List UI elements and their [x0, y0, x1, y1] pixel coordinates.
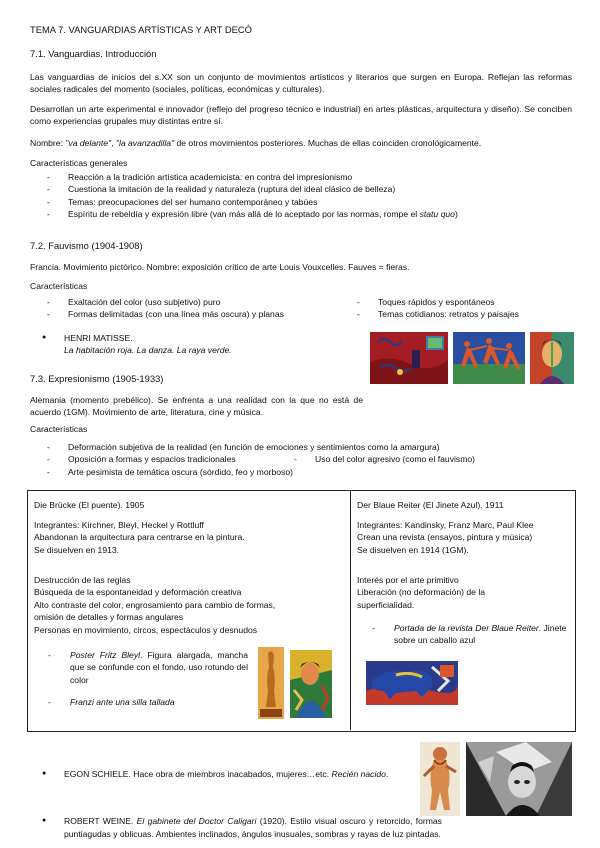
- s71-paragraph-1: Las vanguardias de inicios del s.XX son un conjunto de movimientos artísticos y literarios que surgen en Europa. Reflejan las reformas sociales radicales del momento (sociales, políticas, económicas y culturales).: [30, 72, 572, 95]
- s71-paragraph-2: Desarrollan un arte experimental e innovador (reflejo del progreso técnico e industrial) en artes plásticas, arquitectura y diseño). Se conciben como experiencias grupales muy distintas entre sí.: [30, 104, 572, 127]
- weine-bullet: ● ROBERT WEINE. El gabinete del Doctor Caligari (1920). Estilo visual oscuro y retorcido, formas puntiagudas y oblicuas. Ambientes inclinados, ángulos inusuales, sombras y rayas de luz pintadas.: [30, 815, 442, 840]
- matisse-bullet: [30, 332, 384, 357]
- list-item: - Espíritu de rebeldía y expresión libre (van más allá de lo aceptado por las normas, rompe el statu quo): [30, 208, 575, 220]
- recien-nacido-image: [420, 742, 460, 816]
- blaue-info: Integrantes: Kandinsky, Franz Marc, Paul Klee Crean una revista (ensayos, pintura y música) Se disuelven en 1914 (1GM).: [357, 520, 534, 555]
- list-item: - Temas cotidianos: retratos y paisajes: [340, 308, 580, 320]
- la-habitacion-roja-image: [370, 332, 448, 384]
- blaue-reiter-image: [366, 661, 458, 705]
- s71-caract-label: Características generales: [30, 158, 128, 168]
- bruecke-info: Integrantes: Kirchner, Bleyl, Heckel y Rottluff Abandonan la arquitectura para centrarse en la pintura. Se disuelven en 1913.: [34, 520, 245, 555]
- la-danza-image: [453, 332, 525, 384]
- list-item: - Reacción a la tradición artística academicista: en contra del impresionismo: [30, 171, 575, 183]
- s72-intro: Francia. Movimiento pictórico. Nombre: exposición crítico de arte Louis Vouxcelles. Fauves = fieras.: [30, 262, 410, 272]
- franzi-text: - Franzi ante una silla tallada: [48, 697, 175, 707]
- table-divider: [350, 491, 351, 730]
- s72-caract-label: Características: [30, 281, 88, 291]
- list-item: - Formas delimitadas (con una línea más oscura) y planas: [30, 308, 360, 320]
- s71-list: [30, 171, 575, 221]
- s73-intro: Alemania (momento prebélico). Se enfrenta a una realidad con la que no está de acuerdo (1GM). Movimiento de arte, literatura, cine y música.: [30, 395, 363, 418]
- section-72-heading: 7.2. Fauvismo (1904-1908): [30, 240, 143, 251]
- matisse-name: ● HENRI MATISSE.: [64, 333, 133, 343]
- schiele-bullet: ● EGON SCHIELE. Hace obra de miembros inacabados, mujeres…etc. Recién nacido.: [30, 768, 442, 780]
- franzi-image: [290, 650, 332, 718]
- poster-fritz-bleyl-image: [258, 647, 284, 719]
- caligari-image: [466, 742, 572, 816]
- blaue-title: Der Blaue Reiter (El Jinete Azul). 1911: [357, 500, 504, 510]
- bruecke-features: Destrucción de las reglas Búsqueda de la espontaneidad y deformación creativa Alto contraste del color, engrosamiento para cambio de formas, omisión de detalles y formas angulares Personas en movimiento, circos, espectáculos y desnudos: [34, 575, 276, 635]
- la-raya-verde-image: [530, 332, 574, 384]
- list-item: - Exaltación del color (uso subjetivo) puro: [30, 296, 360, 308]
- list-item: - Oposición a formas y espacios tradicionales - Uso del color agresivo (como el fauvismo): [30, 453, 575, 465]
- s73-caract-label: Características: [30, 424, 88, 434]
- list-item: - Arte pesimista de temática oscura (sórdido, feo y morboso): [30, 466, 575, 478]
- poster-fritz-bleyl-text: - Poster Fritz Bleyl. Figura alargada, mancha que se confunde con el fondo, uso rotundo del color: [48, 650, 248, 685]
- bruecke-title: Die Brücke (El puente). 1905: [34, 500, 145, 510]
- s73-list: [30, 441, 575, 478]
- section-71-heading: 7.1. Vanguardias. Introducción: [30, 48, 157, 59]
- s71-paragraph-3: Nombre: "va delante", "la avanzadilla" de otros movimientos posteriores. Muchas de ellas coinciden cronológicamente.: [30, 138, 482, 148]
- portada-text: - Portada de la revista Der Blaue Reiter. Jinete sobre un caballo azul: [372, 623, 567, 646]
- section-73-heading: 7.3. Expresionismo (1905-1933): [30, 373, 164, 384]
- s72-list-right: [340, 296, 580, 321]
- s72-list-left: [30, 296, 360, 321]
- page-title: TEMA 7. VANGUARDIAS ARTÍSTICAS Y ART DECÓ: [30, 24, 252, 35]
- list-item: - Toques rápidos y espontáneos: [340, 296, 580, 308]
- list-item: - Deformación subjetiva de la realidad (en función de emociones y sentimientos como la amargura): [30, 441, 575, 453]
- blaue-features: Interés por el arte primitivo Liberación (no deformación) de la superficialidad.: [357, 575, 486, 610]
- list-item: - Temas: preocupaciones del ser humano contemporáneo y tabúes: [30, 196, 575, 208]
- list-item: - Cuestiona la imitación de la realidad y naturaleza (ruptura del ideal clásico de belleza): [30, 183, 575, 195]
- matisse-works: La habitación roja. La danza. La raya verde.: [64, 345, 232, 356]
